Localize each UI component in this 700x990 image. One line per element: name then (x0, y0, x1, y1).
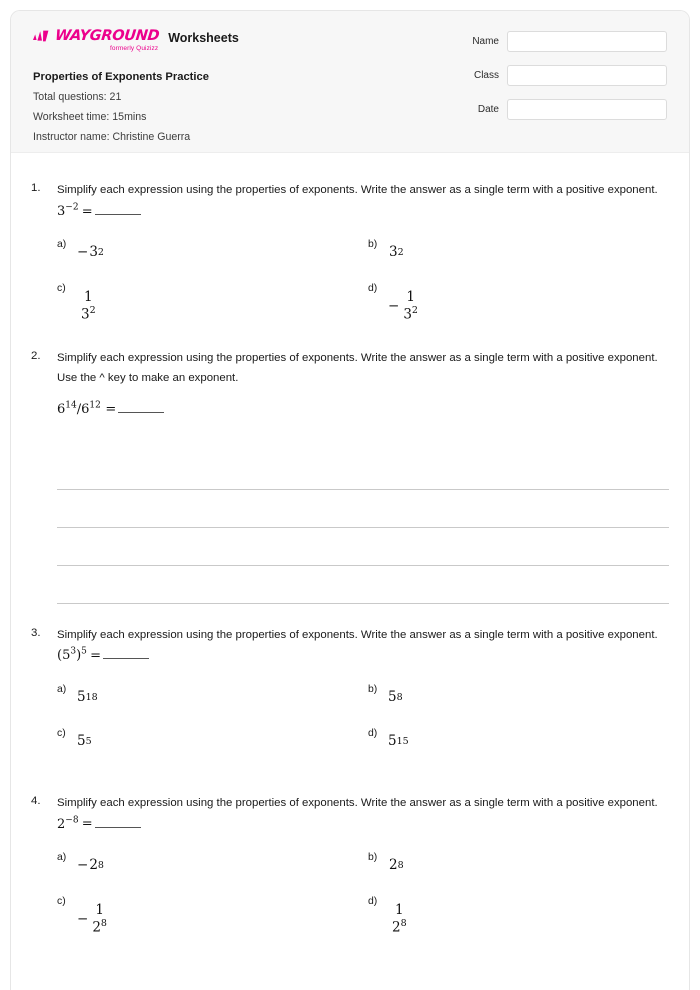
denominator-base: 3 (81, 306, 90, 323)
question-prompt (57, 626, 669, 668)
answer-line[interactable] (57, 566, 669, 604)
class-field-label: Class (473, 70, 499, 81)
option-base: 3 (389, 244, 398, 261)
fraction-numerator: 1 (395, 902, 404, 919)
expr-exponent: −2 (65, 202, 79, 213)
spacer (31, 772, 669, 784)
option-letter: b) (368, 852, 378, 864)
option-b[interactable] (368, 684, 669, 728)
logo-subtitle: formerly Quizizz (109, 44, 159, 52)
option-b[interactable] (368, 852, 669, 896)
question-body (57, 794, 669, 940)
worksheet-title: Properties of Exponents Practice (33, 71, 209, 83)
equals-sign: = (90, 648, 101, 664)
question-1 (31, 171, 669, 327)
question-number: 1. (31, 182, 41, 194)
option-letter: b) (368, 683, 378, 695)
question-prompt-text: Simplify each expression using the properties of exponents. Write the answer as a single term with a positive exponent. (57, 628, 658, 641)
question-4 (31, 784, 669, 940)
option-d[interactable] (368, 283, 669, 327)
option-exponent: 2 (97, 247, 104, 259)
option-value (388, 239, 404, 260)
question-3 (31, 616, 669, 772)
option-base: 3 (89, 244, 98, 261)
option-a[interactable] (57, 239, 358, 283)
option-value (388, 728, 409, 749)
question-body (57, 626, 669, 772)
question-expression: $(5^3)^5$ (57, 647, 87, 664)
fraction (89, 903, 110, 936)
option-letter: c) (57, 727, 66, 739)
fraction (400, 290, 421, 323)
wayground-logo (33, 29, 159, 52)
option-letter: a) (57, 683, 67, 695)
fraction (389, 903, 410, 936)
fraction (78, 290, 99, 323)
option-value (388, 283, 421, 323)
question-expression-row (57, 400, 669, 418)
brand-row (33, 29, 239, 52)
option-value (77, 283, 99, 323)
question-number: 3. (31, 626, 41, 639)
option-exponent: 18 (85, 691, 98, 703)
answer-blank[interactable] (118, 402, 164, 413)
fraction-denominator (78, 306, 99, 323)
option-base: 5 (388, 688, 397, 705)
class-input[interactable] (507, 65, 667, 86)
option-value (77, 728, 92, 749)
option-b[interactable] (368, 239, 669, 283)
fraction-denominator (400, 306, 421, 323)
option-exponent: 5 (85, 735, 92, 747)
inner-exponent: 3 (70, 647, 77, 658)
question-prompt (57, 794, 669, 836)
option-letter: d) (368, 727, 378, 739)
question-prompt-text: Simplify each expression using the properties of exponents. Write the answer as a single term with a positive exponent. Use the ^ key to make an exponent. (57, 352, 658, 384)
name-field-row (455, 31, 667, 52)
option-letter: b) (368, 239, 378, 251)
denominator-exponent: 2 (89, 304, 96, 316)
spacer (31, 604, 669, 616)
instructor-name-text: Instructor name: Christine Guerra (33, 131, 191, 143)
product-label: Worksheets (168, 30, 239, 45)
option-letter: d) (368, 283, 378, 295)
option-letter: c) (57, 283, 66, 295)
option-value (388, 896, 410, 936)
class-field-row (455, 65, 667, 86)
denominator-base: 6 (81, 401, 90, 417)
option-base: 5 (77, 732, 86, 749)
inner-base: 5 (62, 648, 71, 664)
option-c[interactable] (57, 728, 358, 772)
questions-list (11, 153, 689, 940)
option-exponent: 8 (97, 860, 104, 872)
student-info-fields (455, 27, 667, 133)
option-value (77, 684, 98, 705)
option-base: 2 (389, 857, 398, 874)
denominator-base: 2 (392, 919, 401, 936)
slash: / (76, 401, 82, 417)
option-value (77, 239, 104, 260)
option-c[interactable] (57, 283, 358, 327)
option-letter: a) (57, 239, 67, 251)
denominator-base: 2 (92, 919, 101, 936)
option-letter: c) (57, 896, 66, 908)
logo-main (33, 29, 159, 44)
option-exponent: 8 (396, 691, 403, 703)
question-body (57, 181, 669, 327)
numerator-base: 6 (57, 401, 66, 417)
question-body (57, 349, 669, 603)
fraction-denominator (389, 919, 410, 936)
date-field-row (455, 99, 667, 120)
option-value (388, 852, 404, 873)
option-base: 5 (77, 688, 86, 705)
worksheet-header (11, 11, 689, 153)
question-expression (57, 204, 79, 219)
name-input[interactable] (507, 31, 667, 52)
option-a[interactable] (57, 684, 358, 728)
option-a[interactable] (57, 852, 358, 896)
option-c[interactable] (57, 896, 358, 940)
option-value (77, 852, 104, 873)
answer-line[interactable] (57, 490, 669, 528)
option-base: 5 (388, 732, 397, 749)
denominator-exponent: 8 (100, 917, 107, 929)
option-exponent: 15 (396, 735, 409, 747)
option-sign: − (388, 297, 400, 314)
equals-sign: = (81, 816, 93, 832)
question-expression (57, 402, 101, 417)
denominator-exponent: 2 (411, 304, 418, 316)
answer-blank[interactable] (95, 817, 141, 828)
option-d[interactable] (368, 896, 669, 940)
option-sign: − (77, 910, 89, 927)
option-value (388, 684, 403, 705)
option-sign: − (77, 857, 89, 874)
answer-blank[interactable] (95, 204, 141, 215)
total-questions-text: Total questions: 21 (33, 91, 122, 103)
fraction-numerator: 1 (84, 289, 93, 306)
option-d[interactable] (368, 728, 669, 772)
worksheet-time-text: Worksheet time: 15mins (33, 111, 147, 123)
worksheet-card (10, 10, 690, 990)
option-sign: − (77, 244, 89, 261)
answer-options (57, 684, 669, 772)
expr-exponent: −8 (65, 815, 79, 826)
answer-line[interactable] (57, 528, 669, 566)
answer-blank[interactable] (103, 648, 149, 659)
spacer (31, 327, 669, 339)
question-prompt (57, 181, 669, 223)
question-2 (31, 339, 669, 603)
question-prompt-text: Simplify each expression using the properties of exponents. Write the answer as a single term with a positive exponent. (57, 796, 658, 809)
fraction-numerator: 1 (95, 902, 104, 919)
date-field-label: Date (477, 104, 499, 115)
question-number: 2. (31, 350, 41, 363)
date-input[interactable] (507, 99, 667, 120)
name-field-label: Name (472, 36, 499, 47)
option-letter: d) (368, 896, 378, 908)
equals-sign: = (81, 203, 93, 219)
question-expression (57, 817, 79, 832)
option-letter: a) (57, 852, 67, 864)
question-number: 4. (31, 794, 41, 807)
logo-wordmark: WAYGROUND (54, 28, 161, 44)
answer-options (57, 239, 669, 327)
expr-base: 3 (57, 203, 66, 219)
outer-exponent: 5 (81, 647, 87, 658)
wayground-mark-icon (33, 30, 52, 43)
denominator-exponent: 12 (89, 400, 101, 411)
fraction-denominator (89, 919, 110, 936)
header-left (33, 27, 239, 143)
answer-line[interactable] (57, 452, 669, 490)
option-value (77, 896, 110, 936)
equals-sign: = (105, 401, 117, 417)
option-exponent: 2 (397, 247, 404, 259)
answer-lines (57, 452, 669, 604)
expr-base: 2 (57, 816, 66, 832)
fraction-numerator: 1 (406, 289, 415, 306)
answer-options (57, 852, 669, 940)
option-base: 2 (89, 857, 98, 874)
question-prompt-text: Simplify each expression using the properties of exponents. Write the answer as a single term with a positive exponent. (57, 184, 658, 196)
question-prompt (57, 349, 669, 388)
option-exponent: 8 (397, 860, 404, 872)
denominator-exponent: 8 (400, 917, 407, 929)
denominator-base: 3 (403, 306, 412, 323)
numerator-exponent: 14 (65, 400, 77, 411)
